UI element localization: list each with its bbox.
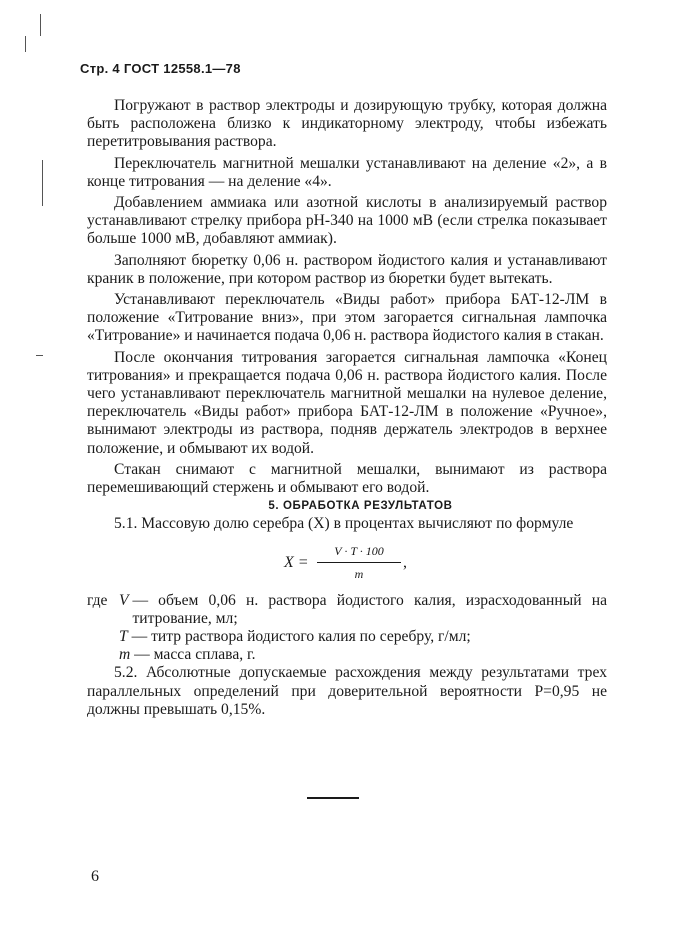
definition-row (87, 628, 607, 646)
formula-lhs: X = (284, 553, 309, 571)
definition-symbol: m (119, 646, 131, 664)
scan-mark (40, 14, 41, 36)
definition-text: — объем 0,06 н. раствора йодистого калия, израсходованный на титрование, мл; (132, 591, 607, 627)
definitions-lead: где (87, 591, 108, 609)
formula (87, 542, 607, 586)
section-title: 5. ОБРАБОТКА РЕЗУЛЬТАТОВ (268, 500, 453, 513)
definition-symbol: T (119, 628, 128, 646)
definitions (87, 592, 607, 665)
paragraph: После окончания титрования загорается сигнальная лампочка «Конец титрования» и прекращается подача 0,06 н. раствора йодистого калия. После чего устанавливают переключатель магнитной мешалки на нулевое деление, переключатель «Виды работ» прибора БАТ-12-ЛМ в положение «Ручное», вынимают электроды из раствора, подняв держатель электродов в верхнее положение, и обмывают их водой. (87, 348, 607, 457)
scan-mark (25, 36, 26, 52)
document-body (87, 97, 607, 719)
paragraph: Переключатель магнитной мешалки устанавливают на деление «2», а в конце титрования — на деление «4». (87, 154, 607, 190)
formula-numerator: V · T · 100 (317, 542, 401, 563)
definition-row (87, 646, 607, 664)
definition-row (87, 592, 607, 628)
paragraph: Погружают в раствор электроды и дозирующую трубку, которая должна быть расположена близко к индикаторному электроду, чтобы избежать перетитровывания раствора. (87, 97, 607, 151)
paragraph: Устанавливают переключатель «Виды работ» прибора БАТ-12-ЛМ в положение «Титрование вниз», при этом загорается сигнальная лампочка «Титрование» и начинается подача 0,06 н. раствора йодистого калия в стакан. (87, 291, 607, 345)
clause-5-1: 5.1. Массовую долю серебра (X) в процентах вычисляют по формуле (114, 515, 574, 533)
definition-text: — титр раствора йодистого калия по серебру, г/мл; (131, 628, 471, 646)
page-header: Стр. 4 ГОСТ 12558.1—78 (80, 61, 241, 76)
clause-5-2: 5.2. Абсолютные допускаемые расхождения между результатами трех параллельных определений при доверительной вероятности P=0,95 не должны превышать 0,15%. (87, 664, 607, 718)
formula-denominator: m (354, 566, 364, 581)
definition-text: — масса сплава, г. (134, 646, 256, 664)
paragraph: Стакан снимают с магнитной мешалки, вынимают из раствора перемешивающий стержень и обмывают его водой. (87, 460, 607, 497)
end-rule (307, 797, 359, 799)
page-number: 6 (91, 868, 99, 885)
scan-mark (36, 355, 43, 356)
paragraph: Заполняют бюретку 0,06 н. раствором йодистого калия и устанавливают краник в положение, при котором раствор из бюретки будет вытекать. (87, 251, 607, 287)
formula-fraction (317, 542, 401, 583)
formula-comma: , (403, 553, 407, 571)
paragraph: Добавлением аммиака или азотной кислоты в анализируемый раствор устанавливают стрелку прибора рН-340 на 1000 мВ (если стрелка показывает больше 1000 мВ, добавляют аммиак). (87, 194, 607, 248)
definition-symbol: V (119, 591, 129, 609)
scan-mark (42, 160, 43, 206)
